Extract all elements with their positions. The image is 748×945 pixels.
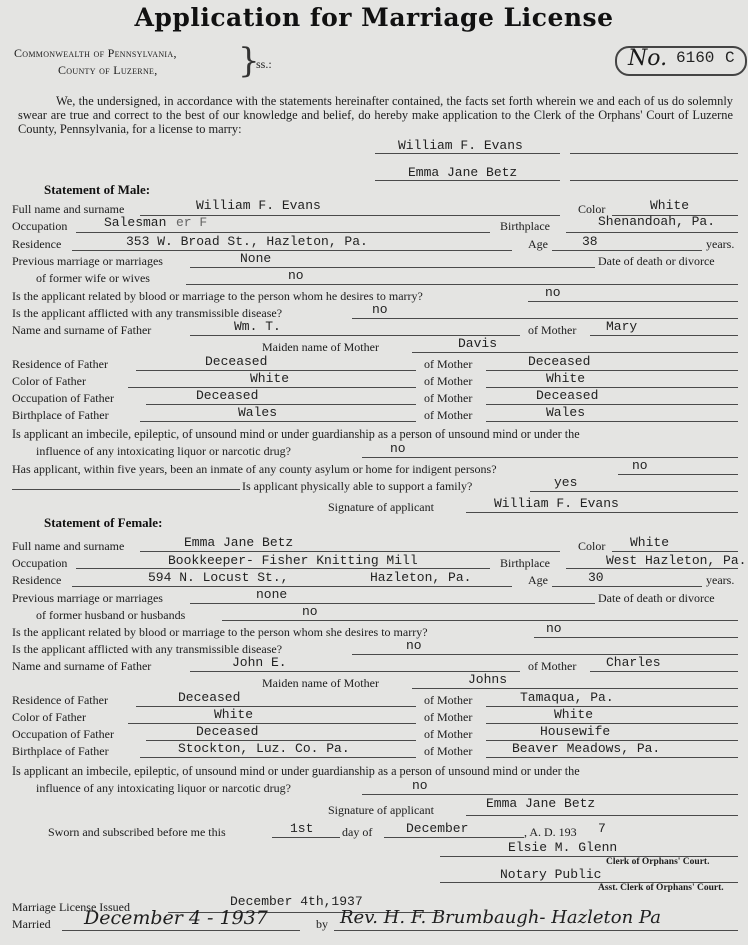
female-former-spouse-label: of former husband or husbands <box>36 608 186 622</box>
male-birth-mother-label: of Mother <box>424 408 473 422</box>
male-occ-father-value: Deceased <box>196 388 259 403</box>
male-color-mother-label: of Mother <box>424 374 473 388</box>
female-birthplace-label: Birthplace <box>500 556 550 570</box>
male-section-heading: Statement of Male: <box>44 182 151 197</box>
male-age-label: Age <box>528 237 548 251</box>
rule <box>334 930 738 931</box>
female-res-father-label: Residence of Father <box>12 693 108 707</box>
male-res-father-label: Residence of Father <box>12 357 108 371</box>
male-full-name-value: William F. Evans <box>196 198 321 213</box>
rule <box>590 335 738 336</box>
document-title: Application for Marriage License <box>134 3 614 32</box>
married-label: Married <box>12 917 51 931</box>
male-years-label: years. <box>706 237 735 251</box>
rule <box>612 551 738 552</box>
female-father-name-label: Name and surname of Father <box>12 659 152 673</box>
married-by-label: by <box>316 917 328 931</box>
rule <box>222 620 738 621</box>
rule <box>412 688 738 689</box>
female-res-mother-value: Tamaqua, Pa. <box>520 690 614 705</box>
female-prev-marriage-label: Previous marriage or marriages <box>12 591 163 605</box>
female-res-father-value: Deceased <box>178 690 241 705</box>
female-age-label: Age <box>528 573 548 587</box>
female-occ-mother-label: of Mother <box>424 727 473 741</box>
rule <box>375 180 560 181</box>
male-birthplace-value: Shenandoah, Pa. <box>598 214 716 229</box>
rule <box>190 267 595 268</box>
rule <box>466 815 738 816</box>
female-birth-father-label: Birthplace of Father <box>12 744 109 758</box>
rule <box>190 603 595 604</box>
female-occ-father-label: Occupation of Father <box>12 727 114 741</box>
sworn-year-digit: 7 <box>598 821 606 836</box>
rule <box>566 568 738 569</box>
sworn-day-value: 1st <box>290 821 314 836</box>
female-occ-mother-value: Housewife <box>540 724 611 739</box>
male-occupation-label: Occupation <box>12 219 68 233</box>
female-maiden-label: Maiden name of Mother <box>262 676 379 690</box>
male-color-father-value: White <box>250 371 290 386</box>
male-res-father-value: Deceased <box>205 354 268 369</box>
female-imbecile-label-1: Is applicant an imbecile, epileptic, of unsound mind or under guardianship as a person of unsound mind or under the <box>12 764 580 778</box>
female-residence-value: 594 N. Locust St., <box>148 570 289 585</box>
rule <box>72 586 512 587</box>
sworn-month-value: December <box>406 821 469 836</box>
license-number-suffix: C <box>725 49 735 67</box>
rule <box>140 421 416 422</box>
male-color-value: White <box>650 198 690 213</box>
male-related-label: Is the applicant related by blood or marriage to the person whom he desires to marry? <box>12 289 423 303</box>
applicant-groom-name: William F. Evans <box>398 138 523 153</box>
male-res-mother-value: Deceased <box>528 354 591 369</box>
female-color-mother-label: of Mother <box>424 710 473 724</box>
rule <box>128 723 416 724</box>
female-full-name-value: Emma Jane Betz <box>184 535 294 550</box>
female-occupation-value: Bookkeeper- Fisher Knitting Mill <box>168 553 418 568</box>
rule <box>486 723 738 724</box>
male-asylum-label: Has applicant, within five years, been an inmate of any county asylum or home for indigent persons? <box>12 462 497 476</box>
female-residence-label: Residence <box>12 573 62 587</box>
rule <box>136 706 416 707</box>
female-father-name-value: John E. <box>232 655 287 670</box>
male-afflicted-value: no <box>372 302 388 317</box>
female-maiden-value: Johns <box>468 672 508 687</box>
female-related-value: no <box>546 621 562 636</box>
rule <box>486 404 738 405</box>
female-color-father-label: Color of Father <box>12 710 86 724</box>
rule <box>552 586 702 587</box>
female-color-mother-value: White <box>554 707 594 722</box>
rule <box>140 551 560 552</box>
rule <box>486 421 738 422</box>
female-color-father-value: White <box>214 707 254 722</box>
rule <box>62 930 300 931</box>
license-issued-value: December 4th,1937 <box>230 894 363 909</box>
male-mother-name-label: of Mother <box>528 323 577 337</box>
male-imbecile-label-1: Is applicant an imbecile, epileptic, of unsound mind or under guardianship as a person of unsound mind or under the <box>12 427 580 441</box>
rule <box>384 837 524 838</box>
sworn-ad-label: , A. D. 193 <box>524 825 577 839</box>
male-afflicted-label: Is the applicant afflicted with any transmissible disease? <box>12 306 283 320</box>
rule <box>362 457 738 458</box>
sworn-day-of-label: day of <box>342 825 373 839</box>
rule <box>375 153 560 154</box>
female-signature-value: Emma Jane Betz <box>486 796 596 811</box>
female-age-value: 30 <box>588 570 604 585</box>
male-residence-label: Residence <box>12 237 62 251</box>
female-imbecile-value: no <box>412 778 428 793</box>
male-signature-label: Signature of applicant <box>328 500 434 514</box>
male-maiden-value: Davis <box>458 336 498 351</box>
male-asylum-value: no <box>632 458 648 473</box>
female-mother-name-label: of Mother <box>528 659 577 673</box>
male-occupation-value: Salesman <box>104 215 167 230</box>
male-color-father-label: Color of Father <box>12 374 86 388</box>
female-color-value: White <box>630 535 670 550</box>
applicant-bride-name: Emma Jane Betz <box>408 165 518 180</box>
rule <box>486 706 738 707</box>
rule <box>76 568 490 569</box>
female-years-label: years. <box>706 573 735 587</box>
female-afflicted-value: no <box>406 638 422 653</box>
male-birth-father-value: Wales <box>238 405 278 420</box>
clerk-name: Elsie M. Glenn <box>508 840 618 855</box>
rule <box>590 671 738 672</box>
male-imbecile-value: no <box>390 441 406 456</box>
notary-public: Notary Public <box>500 867 602 882</box>
asst-clerk-title: Asst. Clerk of Orphans' Court. <box>598 883 724 893</box>
rule <box>352 318 738 319</box>
rule <box>412 352 738 353</box>
commonwealth-label: Commonwealth of Pennsylvania, <box>14 46 177 60</box>
license-number-label: No. <box>628 46 668 71</box>
female-occupation-label: Occupation <box>12 556 68 570</box>
male-signature-value: William F. Evans <box>494 496 619 511</box>
male-imbecile-label-2: influence of any intoxicating liquor or narcotic drug? <box>36 444 291 458</box>
rule <box>486 370 738 371</box>
male-occ-mother-label: of Mother <box>424 391 473 405</box>
brace-glyph: } <box>238 41 260 81</box>
male-date-death-label: Date of death or divorce <box>598 254 715 268</box>
female-former-spouse-value: no <box>302 604 318 619</box>
male-birth-father-label: Birthplace of Father <box>12 408 109 422</box>
male-maiden-label: Maiden name of Mother <box>262 340 379 354</box>
male-support-label: Is applicant physically able to support a family? <box>242 479 473 493</box>
male-father-name-value: Wm. T. <box>234 319 281 334</box>
license-number-value: 6160 <box>676 49 715 67</box>
rule <box>530 491 738 492</box>
county-label: County of Luzerne, <box>58 63 158 77</box>
male-color-mother-value: White <box>546 371 586 386</box>
female-color-label: Color <box>578 539 606 553</box>
female-imbecile-label-2: influence of any intoxicating liquor or narcotic drug? <box>36 781 291 795</box>
male-former-spouse-value: no <box>288 268 304 283</box>
male-mother-name-value: Mary <box>606 319 638 334</box>
male-prev-marriage-label: Previous marriage or marriages <box>12 254 163 268</box>
female-birth-mother-label: of Mother <box>424 744 473 758</box>
rule <box>570 153 738 154</box>
female-signature-label: Signature of applicant <box>328 803 434 817</box>
male-color-label: Color <box>578 202 606 216</box>
female-date-death-label: Date of death or divorce <box>598 591 715 605</box>
male-prev-marriage-value: None <box>240 251 272 266</box>
female-birth-mother-value: Beaver Meadows, Pa. <box>512 741 661 756</box>
rule <box>528 301 738 302</box>
male-age-value: 38 <box>582 234 598 249</box>
rule <box>362 794 738 795</box>
rule <box>140 757 416 758</box>
married-date-value: December 4 - 1937 <box>84 907 268 929</box>
male-full-name-label: Full name and surname <box>12 202 125 216</box>
female-prev-marriage-value: none <box>256 587 288 602</box>
rule <box>486 757 738 758</box>
male-residence-value: 353 W. Broad St., Hazleton, Pa. <box>126 234 368 249</box>
female-afflicted-label: Is the applicant afflicted with any transmissible disease? <box>12 642 283 656</box>
clerk-title: Clerk of Orphans' Court. <box>606 857 710 867</box>
rule <box>566 232 738 233</box>
male-support-value: yes <box>554 475 578 490</box>
male-occ-father-label: Occupation of Father <box>12 391 114 405</box>
rule <box>618 474 738 475</box>
rule <box>186 284 738 285</box>
male-birthplace-label: Birthplace <box>500 219 550 233</box>
female-res-mother-label: of Mother <box>424 693 473 707</box>
rule <box>146 404 416 405</box>
rule <box>72 250 512 251</box>
male-birth-mother-value: Wales <box>546 405 586 420</box>
rule <box>12 489 240 490</box>
female-full-name-label: Full name and surname <box>12 539 125 553</box>
ss-label: ss.: <box>256 57 272 71</box>
intro-paragraph: We, the undersigned, in accordance with the statements hereinafter contained, the facts set forth wherein we and each of us do solemnly swear are true and correct to the best of our knowledge and belief, do hereby make application to the Clerk of the Orphans' Court of Luzerne County, Pennsylvania, for a license to marry: <box>18 94 733 136</box>
license-issued-label: Marriage License Issued <box>12 900 130 914</box>
female-mother-name-value: Charles <box>606 655 661 670</box>
female-section-heading: Statement of Female: <box>44 515 163 530</box>
rule <box>352 654 738 655</box>
female-birthplace-value: West Hazleton, Pa. <box>606 553 747 568</box>
rule <box>128 387 416 388</box>
male-res-mother-label: of Mother <box>424 357 473 371</box>
male-father-name-label: Name and surname of Father <box>12 323 152 337</box>
male-related-value: no <box>545 285 561 300</box>
female-birth-father-value: Stockton, Luz. Co. Pa. <box>178 741 350 756</box>
rule <box>76 232 490 233</box>
married-by-value: Rev. H. F. Brumbaugh- Hazleton Pa <box>340 907 661 928</box>
rule <box>466 512 738 513</box>
rule <box>552 250 702 251</box>
rule <box>486 387 738 388</box>
rule <box>570 180 738 181</box>
rule <box>534 637 738 638</box>
female-residence-city-value: Hazleton, Pa. <box>370 570 472 585</box>
sworn-label: Sworn and subscribed before me this <box>48 825 226 839</box>
male-occupation-overstrike: er F <box>176 215 208 230</box>
rule <box>272 837 340 838</box>
male-occ-mother-value: Deceased <box>536 388 599 403</box>
male-former-spouse-label: of former wife or wives <box>36 271 150 285</box>
female-related-label: Is the applicant related by blood or marriage to the person whom she desires to marry? <box>12 625 428 639</box>
female-occ-father-value: Deceased <box>196 724 259 739</box>
